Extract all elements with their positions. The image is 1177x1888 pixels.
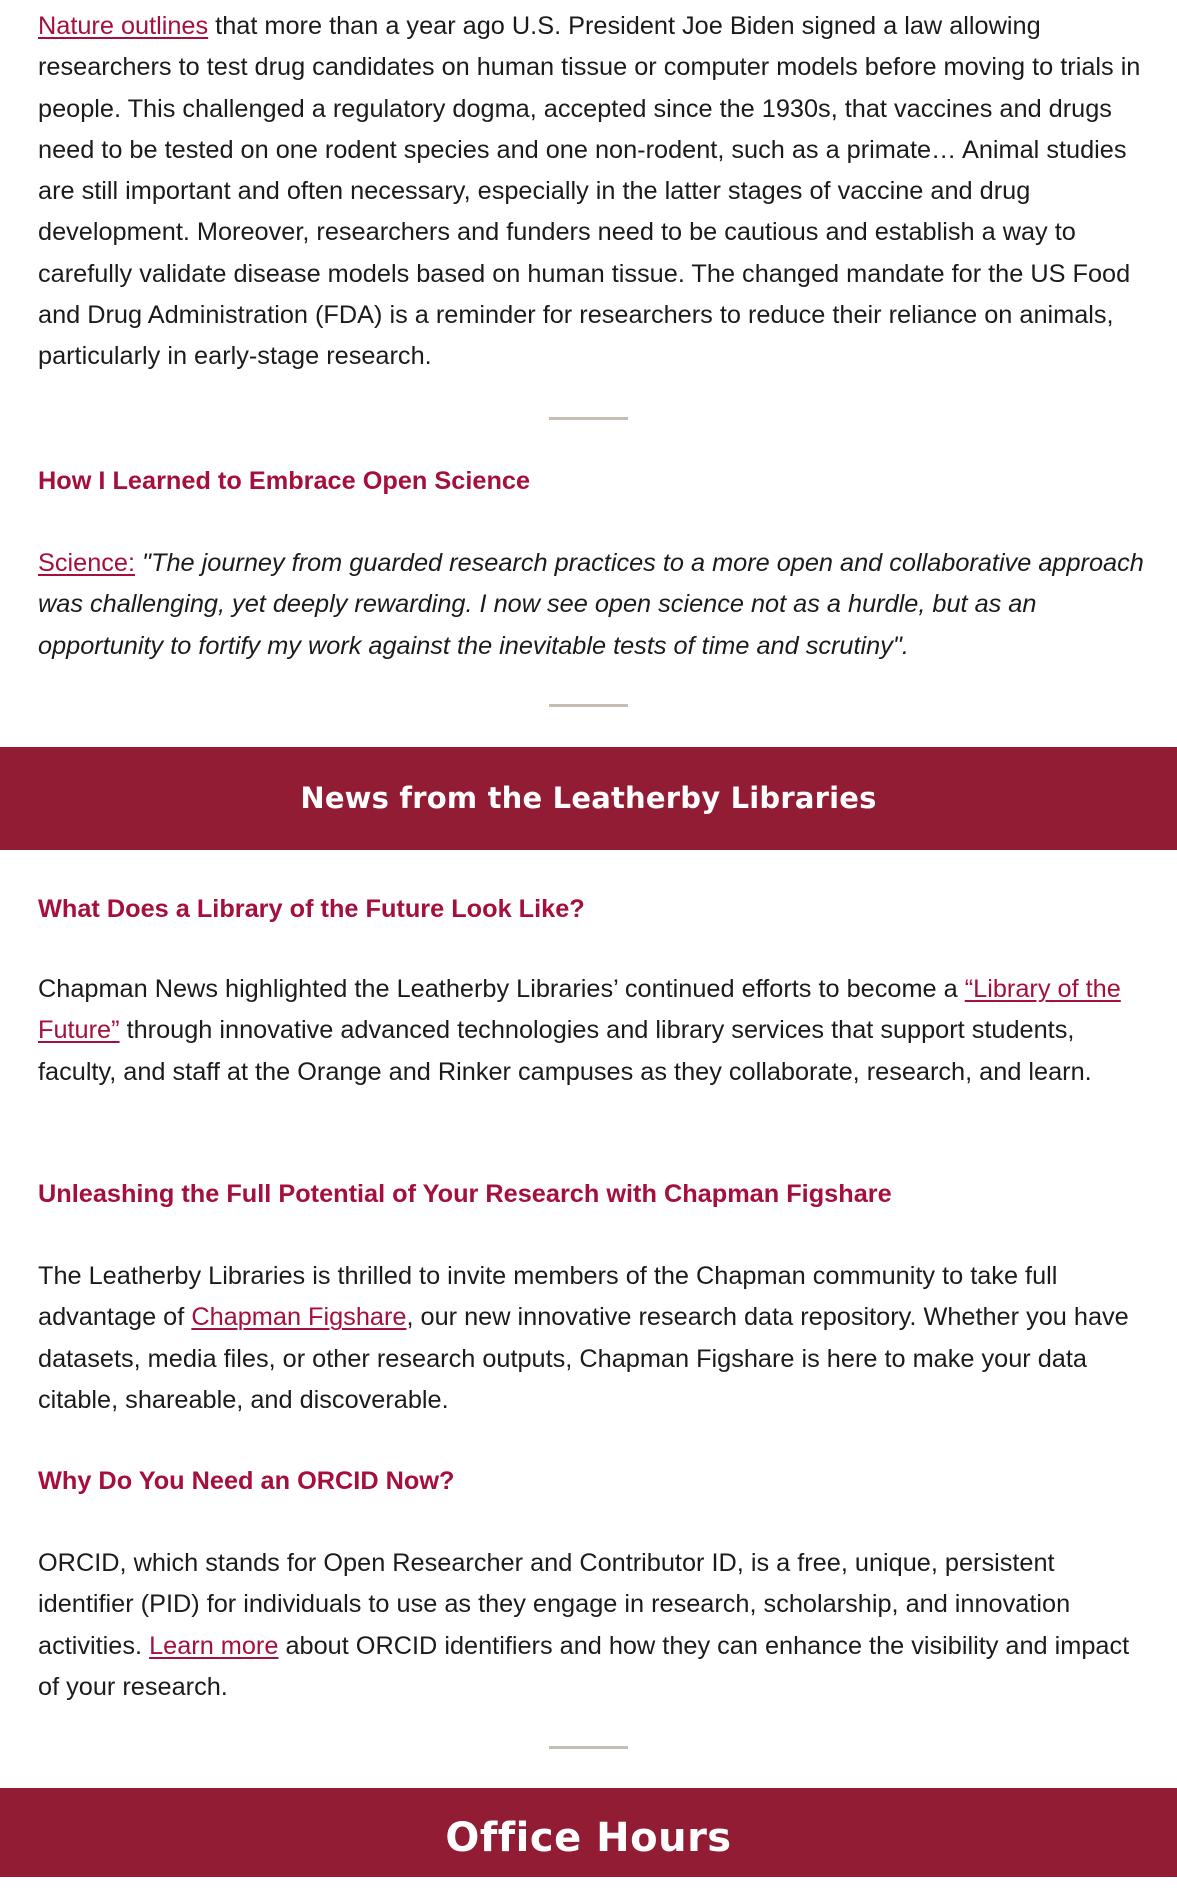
section-divider xyxy=(549,704,628,707)
news-banner xyxy=(0,747,1177,850)
section-divider xyxy=(549,1746,628,1749)
orcid-text: ORCID, which stands for Open Researcher and Contributor ID, is a free, unique, persistent identifier (PID) for individuals to use as they engage in research, scholarship, and innovation activities. xyxy=(38,1549,1071,1660)
library-future-text: Chapman News highlighted the Leatherby Libraries’ continued efforts to become a xyxy=(38,975,965,1003)
orcid-heading: Why Do You Need an ORCID Now? xyxy=(38,1467,455,1495)
figshare-text-after: , our new innovative research data repository. Whether you have datasets, media files, or other research outputs, Chapman Figshare is here to make your data citable, shareable, and discoverable. xyxy=(38,1303,1129,1414)
nature-outlines-link[interactable]: Nature outlines xyxy=(38,12,209,40)
figshare-paragraph xyxy=(38,1256,1148,1421)
open-science-paragraph xyxy=(38,543,1148,667)
intro-paragraph xyxy=(38,6,1148,378)
chapman-figshare-link[interactable]: Chapman Figshare xyxy=(191,1303,407,1332)
science-link[interactable]: Science: xyxy=(38,549,136,577)
orcid-text-after: about ORCID identifiers and how they can enhance the visibility and impact of your research. xyxy=(38,1631,1130,1701)
open-science-quote: "The journey from guarded research practices to a more open and collaborative approach was challenging, yet deeply rewarding. I now see open science not as a hurdle, but as an opportunity to fortify my work against the inevitable tests of time and scrutiny". xyxy=(38,549,1144,660)
library-future-heading: What Does a Library of the Future Look Like? xyxy=(38,895,585,923)
orcid-paragraph xyxy=(38,1543,1148,1708)
office-hours-title: Office Hours xyxy=(445,1815,732,1861)
figshare-text: The Leatherby Libraries is thrilled to invite members of the Chapman community to take full advantage of xyxy=(38,1262,1058,1332)
figshare-heading: Unleashing the Full Potential of Your Research with Chapman Figshare xyxy=(38,1180,892,1208)
library-future-paragraph xyxy=(38,969,1148,1093)
open-science-heading: How I Learned to Embrace Open Science xyxy=(38,467,531,495)
library-of-the-future-link[interactable]: “Library of the Future” xyxy=(38,975,1121,1045)
learn-more-link[interactable]: Learn more xyxy=(149,1631,279,1660)
news-banner-title: News from the Leatherby Libraries xyxy=(300,781,877,815)
intro-text: that more than a year ago U.S. President Joe Biden signed a law allowing researchers to test drug candidates on human tissue or computer models before moving to trials in people. This challenged a regulatory dogma, accepted since the 1930s, that vaccines and drugs need to be tested on one rodent species and one non-rodent, such as a primate… Animal studies are still important and often necessary, especially in the latter stages of vaccine and drug development. Moreover, researchers and funders need to be cautious and establish a way to carefully validate disease models based on human tissue. The changed mandate for the US Food and Drug Administration (FDA) is a reminder for researchers to reduce their reliance on animals, particularly in early-stage research. xyxy=(38,12,1141,371)
library-future-text-after: through innovative advanced technologies and library services that support students, faculty, and staff at the Orange and Rinker campuses as they collaborate, research, and learn. xyxy=(38,1016,1092,1086)
office-hours-banner xyxy=(0,1788,1177,1877)
section-divider xyxy=(549,417,628,420)
